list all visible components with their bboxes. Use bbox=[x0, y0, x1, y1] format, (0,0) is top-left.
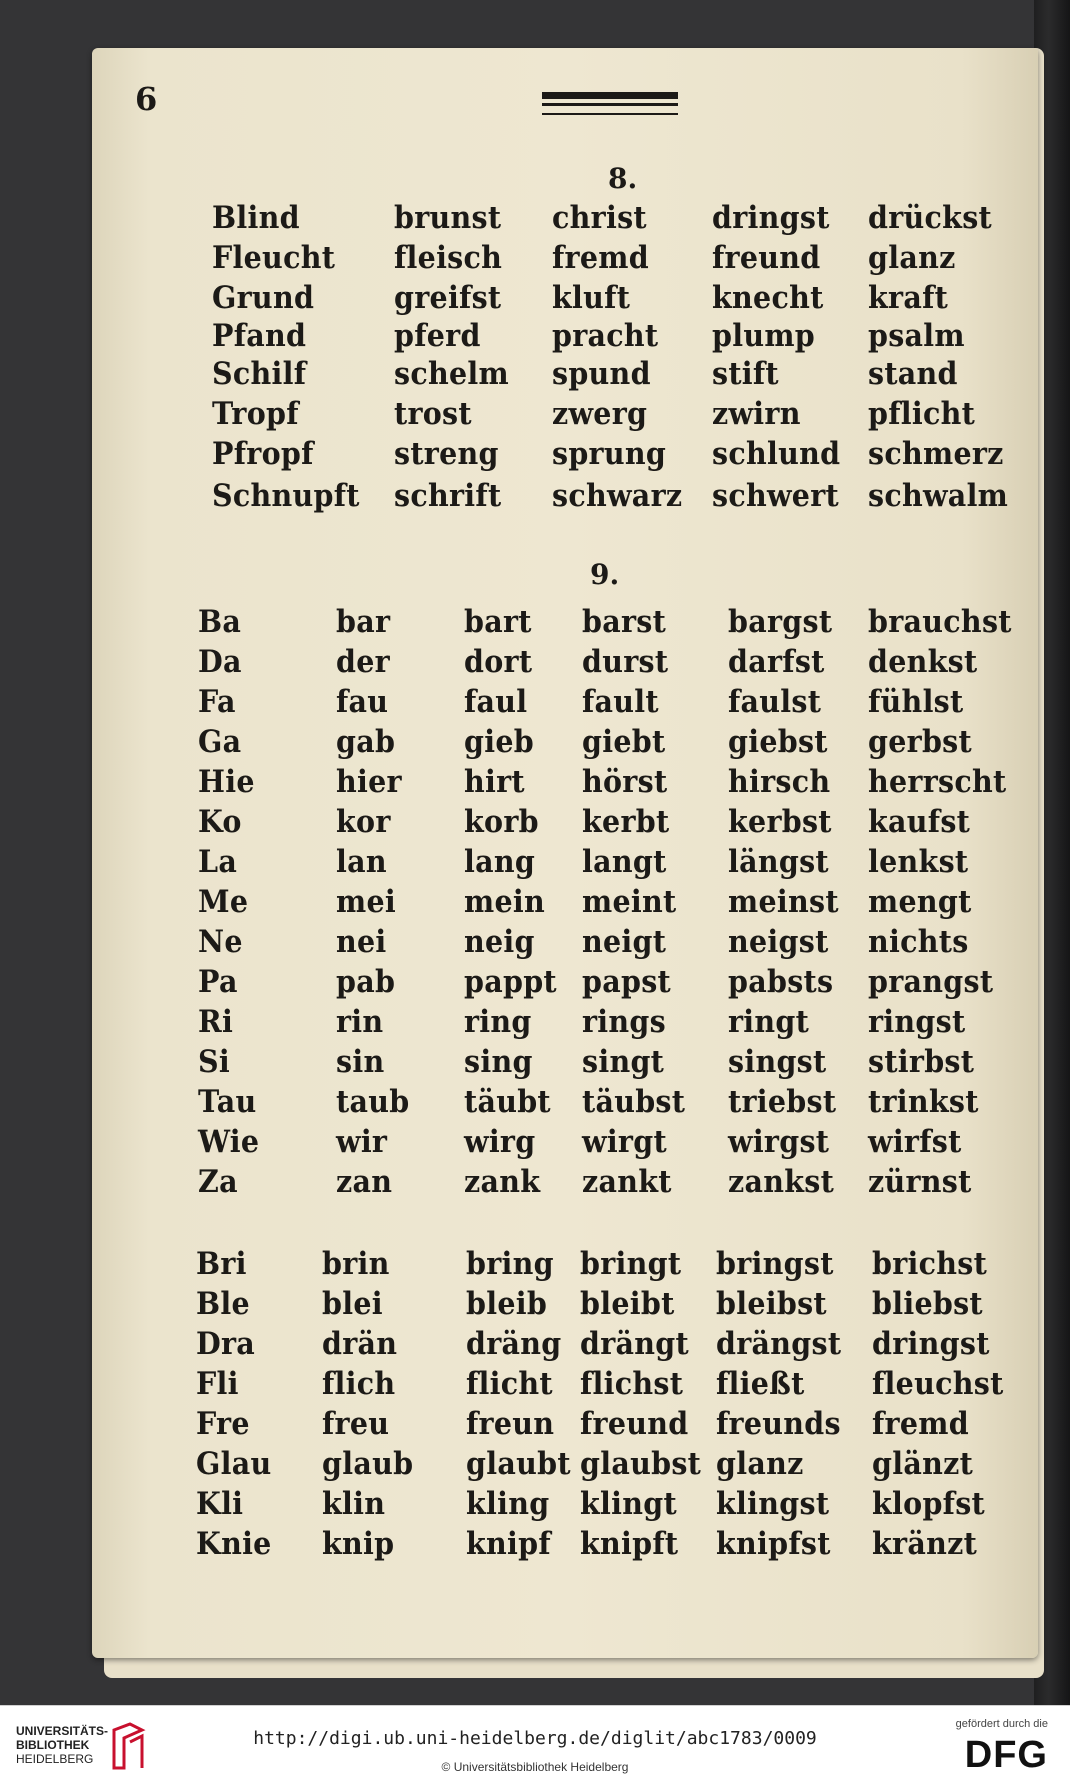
word-cell: drän bbox=[322, 1326, 398, 1362]
word-cell: dringst bbox=[712, 200, 830, 236]
word-cell: mei bbox=[336, 884, 396, 920]
word-cell: Grund bbox=[212, 280, 315, 316]
word-cell: gab bbox=[336, 724, 396, 760]
word-cell: hier bbox=[336, 764, 402, 800]
word-cell: knipft bbox=[580, 1526, 679, 1562]
word-cell: sing bbox=[464, 1044, 533, 1080]
word-cell: Hie bbox=[198, 764, 255, 800]
word-cell: glaubt bbox=[466, 1446, 571, 1482]
word-cell: zankst bbox=[728, 1164, 835, 1200]
word-cell: wirgt bbox=[582, 1124, 667, 1160]
word-cell: trost bbox=[394, 396, 472, 432]
word-cell: plump bbox=[712, 318, 816, 354]
word-cell: bliebst bbox=[872, 1286, 983, 1322]
word-cell: glaubst bbox=[580, 1446, 702, 1482]
word-cell: dräng bbox=[466, 1326, 562, 1362]
word-cell: christ bbox=[552, 200, 647, 236]
word-cell: kling bbox=[466, 1486, 550, 1522]
word-cell: zürnst bbox=[868, 1164, 972, 1200]
word-cell: brin bbox=[322, 1246, 390, 1282]
word-cell: Za bbox=[198, 1164, 238, 1200]
word-cell: gerbst bbox=[868, 724, 972, 760]
word-cell: fau bbox=[336, 684, 389, 720]
word-cell: kerbt bbox=[582, 804, 670, 840]
word-cell: Kli bbox=[196, 1486, 244, 1522]
word-cell: zwerg bbox=[552, 396, 648, 432]
word-cell: sprung bbox=[552, 436, 667, 472]
word-cell: prangst bbox=[868, 964, 994, 1000]
word-cell: bleibt bbox=[580, 1286, 675, 1322]
header-rule-thin bbox=[542, 103, 678, 106]
word-cell: pabsts bbox=[728, 964, 834, 1000]
word-cell: rings bbox=[582, 1004, 666, 1040]
page-number: 6 bbox=[135, 80, 158, 118]
word-cell: wirfst bbox=[868, 1124, 962, 1160]
word-cell: trinkst bbox=[868, 1084, 979, 1120]
word-cell: fleisch bbox=[394, 240, 503, 276]
word-cell: knipfst bbox=[716, 1526, 831, 1562]
word-cell: hirt bbox=[464, 764, 525, 800]
word-cell: knipf bbox=[466, 1526, 551, 1562]
word-cell: faulst bbox=[728, 684, 822, 720]
word-cell: schrift bbox=[394, 478, 502, 514]
word-cell: zankt bbox=[582, 1164, 672, 1200]
word-cell: bleib bbox=[466, 1286, 548, 1322]
word-cell: pappt bbox=[464, 964, 557, 1000]
word-cell: fühlst bbox=[868, 684, 964, 720]
word-cell: bargst bbox=[728, 604, 833, 640]
word-cell: La bbox=[198, 844, 238, 880]
word-cell: Wie bbox=[198, 1124, 260, 1160]
word-cell: Pa bbox=[198, 964, 238, 1000]
word-cell: Ne bbox=[198, 924, 243, 960]
word-cell: Schilf bbox=[212, 356, 307, 392]
word-cell: schelm bbox=[394, 356, 509, 392]
word-cell: brichst bbox=[872, 1246, 988, 1282]
word-cell: flicht bbox=[466, 1366, 553, 1402]
word-cell: fremd bbox=[872, 1406, 969, 1442]
word-cell: kaufst bbox=[868, 804, 971, 840]
word-cell: neigst bbox=[728, 924, 829, 960]
funded-by-label: gefördert durch die bbox=[955, 1718, 1048, 1730]
word-cell: streng bbox=[394, 436, 499, 472]
word-cell: flich bbox=[322, 1366, 396, 1402]
word-cell: mein bbox=[464, 884, 546, 920]
word-cell: lenkst bbox=[868, 844, 969, 880]
word-cell: giebt bbox=[582, 724, 666, 760]
word-cell: rin bbox=[336, 1004, 384, 1040]
word-cell: Si bbox=[198, 1044, 230, 1080]
word-cell: fleuchst bbox=[872, 1366, 1004, 1402]
word-cell: brunst bbox=[394, 200, 502, 236]
word-cell: kränzt bbox=[872, 1526, 978, 1562]
word-cell: fließt bbox=[716, 1366, 805, 1402]
word-cell: denkst bbox=[868, 644, 978, 680]
word-cell: drückst bbox=[868, 200, 992, 236]
word-cell: ring bbox=[464, 1004, 532, 1040]
word-cell: papst bbox=[582, 964, 671, 1000]
word-cell: knip bbox=[322, 1526, 395, 1562]
word-cell: Dra bbox=[196, 1326, 256, 1362]
word-cell: wir bbox=[336, 1124, 388, 1160]
word-cell: glanz bbox=[716, 1446, 804, 1482]
word-cell: darfst bbox=[728, 644, 825, 680]
word-cell: korb bbox=[464, 804, 539, 840]
word-cell: Da bbox=[198, 644, 242, 680]
word-cell: fault bbox=[582, 684, 659, 720]
word-cell: knecht bbox=[712, 280, 824, 316]
word-cell: schwarz bbox=[552, 478, 683, 514]
word-cell: Fleucht bbox=[212, 240, 336, 276]
word-cell: Schnupft bbox=[212, 478, 360, 514]
word-cell: freunds bbox=[716, 1406, 841, 1442]
word-cell: flichst bbox=[580, 1366, 684, 1402]
word-cell: freund bbox=[580, 1406, 689, 1442]
word-cell: wirgst bbox=[728, 1124, 830, 1160]
word-cell: kraft bbox=[868, 280, 949, 316]
word-cell: ringt bbox=[728, 1004, 810, 1040]
word-cell: faul bbox=[464, 684, 528, 720]
word-cell: Pfand bbox=[212, 318, 307, 354]
word-cell: bleibst bbox=[716, 1286, 827, 1322]
library-line3: HEIDELBERG bbox=[16, 1752, 94, 1766]
copyright-text: © Universitätsbibliothek Heidelberg bbox=[441, 1760, 629, 1774]
word-cell: bringst bbox=[716, 1246, 834, 1282]
word-cell: ringst bbox=[868, 1004, 966, 1040]
word-cell: klingt bbox=[580, 1486, 677, 1522]
word-cell: singst bbox=[728, 1044, 827, 1080]
word-cell: nichts bbox=[868, 924, 969, 960]
word-cell: täubst bbox=[582, 1084, 686, 1120]
word-cell: schwalm bbox=[868, 478, 1009, 514]
word-cell: mengt bbox=[868, 884, 972, 920]
word-cell: drängt bbox=[580, 1326, 689, 1362]
permalink-url[interactable]: http://digi.ub.uni-heidelberg.de/diglit/abc1783/0009 bbox=[253, 1728, 817, 1749]
word-cell: zwirn bbox=[712, 396, 801, 432]
word-cell: der bbox=[336, 644, 390, 680]
word-cell: herrscht bbox=[868, 764, 1007, 800]
word-cell: Fre bbox=[196, 1406, 250, 1442]
word-cell: hirsch bbox=[728, 764, 831, 800]
word-cell: stirbst bbox=[868, 1044, 975, 1080]
word-cell: Blind bbox=[212, 200, 300, 236]
section-number-8: 8. bbox=[608, 162, 638, 195]
word-cell: lang bbox=[464, 844, 536, 880]
word-cell: pferd bbox=[394, 318, 481, 354]
word-cell: Bri bbox=[196, 1246, 247, 1282]
word-cell: Ko bbox=[198, 804, 242, 840]
word-cell: bringt bbox=[580, 1246, 682, 1282]
word-cell: nei bbox=[336, 924, 387, 960]
word-cell: freu bbox=[322, 1406, 390, 1442]
dfg-logo: DFG bbox=[964, 1734, 1048, 1776]
word-cell: dort bbox=[464, 644, 533, 680]
word-cell: Ri bbox=[198, 1004, 234, 1040]
word-cell: hörst bbox=[582, 764, 668, 800]
word-cell: Tau bbox=[198, 1084, 257, 1120]
word-cell: zank bbox=[464, 1164, 541, 1200]
word-cell: Ga bbox=[198, 724, 242, 760]
word-cell: Ble bbox=[196, 1286, 250, 1322]
word-cell: fremd bbox=[552, 240, 649, 276]
word-cell: pflicht bbox=[868, 396, 976, 432]
word-cell: singt bbox=[582, 1044, 665, 1080]
word-cell: kor bbox=[336, 804, 391, 840]
word-cell: kluft bbox=[552, 280, 631, 316]
word-cell: Knie bbox=[196, 1526, 272, 1562]
word-cell: giebst bbox=[728, 724, 828, 760]
word-cell: stift bbox=[712, 356, 779, 392]
word-cell: Tropf bbox=[212, 396, 299, 432]
word-cell: Pfropf bbox=[212, 436, 314, 472]
word-cell: Fli bbox=[196, 1366, 239, 1402]
header-rule-thick bbox=[542, 92, 678, 99]
word-cell: Me bbox=[198, 884, 249, 920]
word-cell: spund bbox=[552, 356, 651, 392]
word-cell: gieb bbox=[464, 724, 534, 760]
word-cell: meinst bbox=[728, 884, 839, 920]
viewer-footer bbox=[0, 1705, 1070, 1783]
word-cell: sin bbox=[336, 1044, 385, 1080]
word-cell: dringst bbox=[872, 1326, 990, 1362]
word-cell: klin bbox=[322, 1486, 386, 1522]
word-cell: psalm bbox=[868, 318, 965, 354]
word-cell: pracht bbox=[552, 318, 659, 354]
word-cell: zan bbox=[336, 1164, 393, 1200]
word-cell: Fa bbox=[198, 684, 236, 720]
word-cell: schmerz bbox=[868, 436, 1004, 472]
word-cell: taub bbox=[336, 1084, 410, 1120]
word-cell: stand bbox=[868, 356, 958, 392]
header-rule-bottom bbox=[542, 113, 678, 115]
word-cell: neigt bbox=[582, 924, 667, 960]
word-cell: brauchst bbox=[868, 604, 1012, 640]
word-cell: bart bbox=[464, 604, 532, 640]
word-cell: greifst bbox=[394, 280, 502, 316]
word-cell: lan bbox=[336, 844, 387, 880]
word-cell: meint bbox=[582, 884, 677, 920]
word-cell: neig bbox=[464, 924, 535, 960]
word-cell: klopfst bbox=[872, 1486, 986, 1522]
word-cell: bar bbox=[336, 604, 391, 640]
word-cell: Ba bbox=[198, 604, 242, 640]
word-cell: freund bbox=[712, 240, 821, 276]
word-cell: blei bbox=[322, 1286, 383, 1322]
word-cell: pab bbox=[336, 964, 396, 1000]
word-cell: Glau bbox=[196, 1446, 272, 1482]
word-cell: klingst bbox=[716, 1486, 830, 1522]
word-cell: drängst bbox=[716, 1326, 842, 1362]
word-cell: glänzt bbox=[872, 1446, 974, 1482]
word-cell: längst bbox=[728, 844, 829, 880]
word-cell: durst bbox=[582, 644, 669, 680]
library-line2: BIBLIOTHEK bbox=[16, 1738, 90, 1752]
word-cell: triebst bbox=[728, 1084, 837, 1120]
word-cell: barst bbox=[582, 604, 667, 640]
word-cell: wirg bbox=[464, 1124, 536, 1160]
word-cell: freun bbox=[466, 1406, 555, 1442]
section-number-9: 9. bbox=[590, 558, 620, 591]
word-cell: schwert bbox=[712, 478, 839, 514]
word-cell: glaub bbox=[322, 1446, 414, 1482]
word-cell: glanz bbox=[868, 240, 956, 276]
library-line1: UNIVERSITÄTS- bbox=[16, 1724, 109, 1738]
word-cell: kerbst bbox=[728, 804, 832, 840]
word-cell: täubt bbox=[464, 1084, 551, 1120]
word-cell: langt bbox=[582, 844, 667, 880]
word-cell: schlund bbox=[712, 436, 841, 472]
word-cell: bring bbox=[466, 1246, 554, 1282]
